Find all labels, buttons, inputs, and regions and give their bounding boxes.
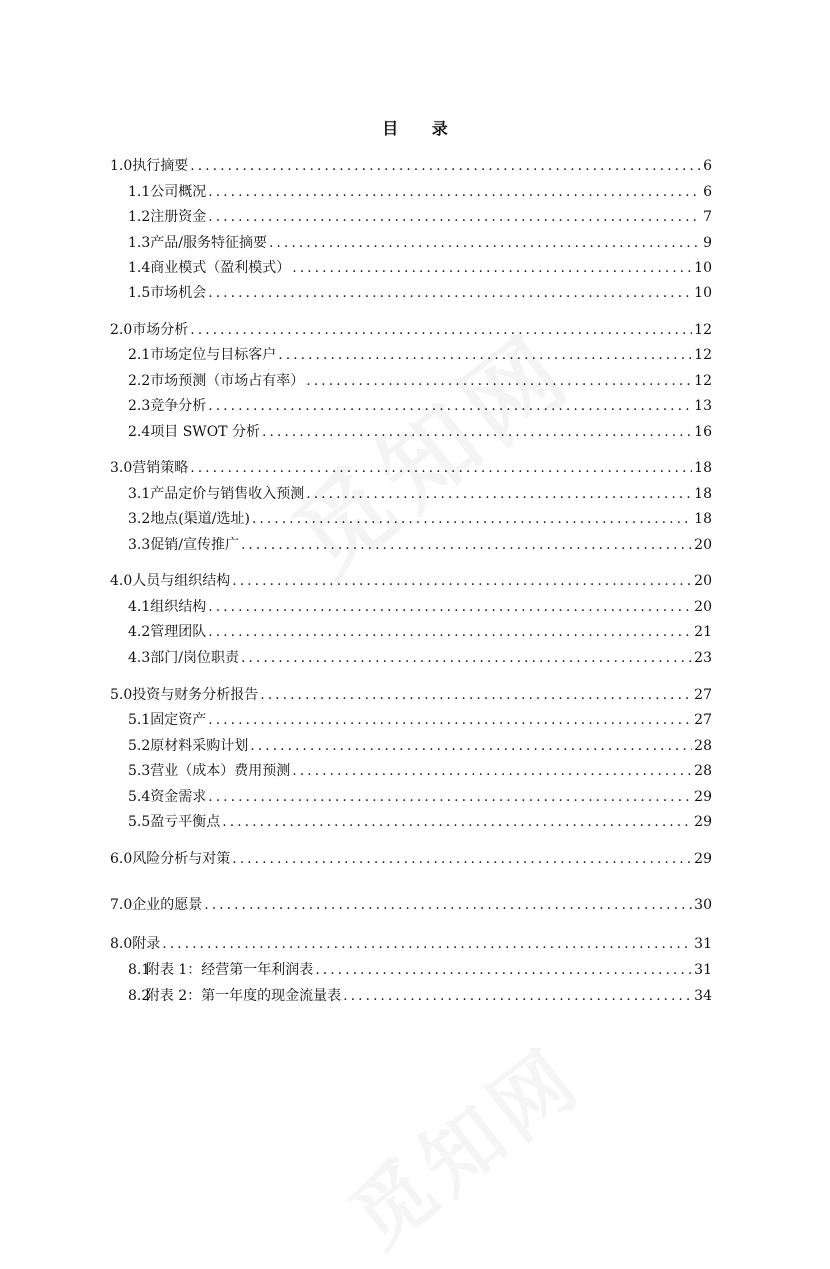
toc-entry-page: 12 [694, 347, 712, 363]
toc-entry-page: 9 [703, 235, 712, 251]
toc-entry-page: 29 [694, 851, 712, 867]
toc-entry-page: 21 [694, 624, 712, 640]
toc-entry-page: 6 [703, 184, 712, 200]
toc-entry[interactable] [110, 932, 712, 956]
toc-entry-page: 20 [694, 599, 712, 615]
toc-entry-number: 3.0 [110, 460, 133, 476]
toc-dot-leader [306, 369, 692, 393]
toc-entry-page: 31 [694, 962, 712, 978]
toc-entry-page: 27 [694, 712, 712, 728]
toc-entry-label: 产品/服务特征摘要 [150, 235, 267, 251]
toc-entry-number: 7.0 [110, 897, 133, 913]
toc-entry-number: 1.3 [128, 235, 151, 251]
toc-entry-number: 4.1 [128, 599, 151, 615]
toc-entry[interactable] [128, 984, 712, 1008]
toc-dot-leader [260, 683, 692, 707]
toc-dot-leader [241, 533, 692, 557]
toc-entry[interactable] [128, 205, 712, 229]
toc-dot-leader [190, 456, 692, 480]
toc-dot-leader [250, 734, 692, 758]
toc-entry[interactable] [128, 343, 712, 367]
toc-entry-page: 28 [694, 738, 712, 754]
toc-entry-label: 促销/宣传推广 [150, 537, 239, 553]
toc-entry-page: 7 [703, 209, 712, 225]
toc-entry-label: 注册资金 [150, 209, 207, 225]
toc-entry-page: 16 [694, 424, 712, 440]
toc-dot-leader [343, 984, 692, 1008]
watermark-bottom [323, 1016, 602, 1269]
toc-entry-label: 营业（成本）费用预测 [150, 763, 291, 779]
toc-entry[interactable] [128, 620, 712, 644]
toc-entry[interactable] [128, 785, 712, 809]
toc-entry[interactable] [110, 893, 712, 917]
toc-entry[interactable] [110, 569, 712, 593]
toc-entry[interactable] [128, 256, 712, 280]
toc-entry-number: 5.4 [128, 789, 151, 805]
toc-entry-number: 4.2 [128, 624, 151, 640]
toc-entry-label: 商业模式（盈利模式） [150, 260, 291, 276]
toc-entry-number: 5.5 [128, 814, 151, 830]
toc-entry-label: 资金需求 [150, 789, 207, 805]
toc-entry-number: 4.3 [128, 650, 151, 666]
toc-entry[interactable] [128, 281, 712, 305]
toc-entry[interactable] [128, 394, 712, 418]
toc-entry-number: 2.0 [110, 322, 133, 338]
toc-entry[interactable] [128, 482, 712, 506]
toc-entry-page: 27 [694, 687, 712, 703]
toc-entry-number: 1.2 [128, 209, 151, 225]
toc-entry-label: 市场机会 [150, 285, 207, 301]
toc-entry-number: 5.3 [128, 763, 151, 779]
toc-entry-number: 8.1 [128, 962, 151, 978]
toc-entry-number: 3.3 [128, 537, 151, 553]
toc-entry-number: 5.2 [128, 738, 151, 754]
toc-entry-label: 公司概况 [150, 184, 207, 200]
toc-dot-leader [190, 318, 692, 342]
toc-dot-leader [241, 646, 692, 670]
toc-entry-label: 营销策略 [132, 460, 189, 476]
toc-entry-label: 盈亏平衡点 [150, 814, 221, 830]
toc-entry-label: 市场定位与目标客户 [150, 347, 277, 363]
toc-entry-number: 3.1 [128, 486, 151, 502]
toc-entry[interactable] [110, 683, 712, 707]
toc-dot-leader [269, 231, 701, 255]
toc-dot-leader [208, 708, 692, 732]
toc-entry-page: 13 [694, 398, 712, 414]
toc-entry[interactable] [110, 456, 712, 480]
toc-entry-label: 附表 1：经营第一年利润表 [145, 962, 314, 978]
toc-title: 目 录 [382, 119, 462, 138]
toc-entry-label: 附录 [132, 936, 161, 952]
toc-dot-leader [208, 205, 701, 229]
toc-entry[interactable] [128, 708, 712, 732]
toc-entry-label: 管理团队 [150, 624, 207, 640]
toc-entry-label: 部门/岗位职责 [150, 650, 239, 666]
toc-entry[interactable] [128, 231, 712, 255]
toc-entry-page: 18 [694, 486, 712, 502]
toc-entry-label: 市场预测（市场占有率） [150, 373, 305, 389]
toc-entry-number: 8.0 [110, 936, 133, 952]
toc-entry-number: 3.2 [128, 511, 151, 527]
toc-dot-leader [292, 759, 692, 783]
toc-entry-page: 23 [694, 650, 712, 666]
toc-entry[interactable] [110, 847, 712, 871]
toc-dot-leader [222, 810, 692, 834]
toc-entry-number: 5.1 [128, 712, 151, 728]
toc-entry-page: 12 [694, 373, 712, 389]
toc-dot-leader [162, 932, 692, 956]
toc-dot-leader [232, 569, 692, 593]
toc-entry-page: 10 [694, 285, 712, 301]
toc-entry-page: 30 [694, 897, 712, 913]
toc-entry-page: 31 [694, 936, 712, 952]
toc-entry-label: 附表 2：第一年度的现金流量表 [145, 988, 342, 1004]
toc-entry-label: 固定资产 [150, 712, 207, 728]
toc-entry[interactable] [128, 420, 712, 444]
toc-entry[interactable] [128, 810, 712, 834]
toc-entry-number: 8.2 [128, 988, 151, 1004]
toc-entry-label: 投资与财务分析报告 [132, 687, 259, 703]
toc-entry-number: 2.1 [128, 347, 151, 363]
toc-entry-page: 29 [694, 814, 712, 830]
toc-entry[interactable] [110, 318, 712, 342]
toc-entry-page: 29 [694, 789, 712, 805]
toc-dot-leader [208, 394, 692, 418]
toc-entry-page: 20 [694, 537, 712, 553]
toc-entry-page: 18 [694, 460, 712, 476]
toc-entry[interactable] [128, 533, 712, 557]
toc-entry-label: 人员与组织结构 [132, 573, 231, 589]
toc-dot-leader [208, 281, 692, 305]
toc-entry-number: 6.0 [110, 851, 133, 867]
toc-dot-leader [292, 256, 692, 280]
toc-entry-label: 组织结构 [150, 599, 207, 615]
toc-dot-leader [208, 180, 701, 204]
toc-entry-number: 2.4 [128, 424, 151, 440]
toc-entry-number: 1.4 [128, 260, 151, 276]
toc-dot-leader [306, 482, 692, 506]
toc-dot-leader [315, 958, 692, 982]
toc-entry-number: 1.0 [110, 158, 133, 174]
toc-entry-page: 6 [703, 158, 712, 174]
toc-entry[interactable] [128, 595, 712, 619]
toc-dot-leader [208, 620, 692, 644]
toc-entry[interactable] [110, 154, 712, 178]
toc-dot-leader [208, 785, 692, 809]
toc-entry-label: 市场分析 [132, 322, 189, 338]
toc-dot-leader [204, 893, 692, 917]
toc-entry-label: 执行摘要 [132, 158, 189, 174]
toc-entry-number: 1.5 [128, 285, 151, 301]
toc-entry-label: 原材料采购计划 [150, 738, 249, 754]
toc-dot-leader [262, 420, 692, 444]
toc-entry-number: 1.1 [128, 184, 151, 200]
toc-entry-page: 12 [694, 322, 712, 338]
toc-entry[interactable] [128, 759, 712, 783]
toc-entry-label: 风险分析与对策 [132, 851, 231, 867]
toc-entry-label: 项目 SWOT 分析 [150, 424, 260, 440]
toc-entry-page: 10 [694, 260, 712, 276]
toc-dot-leader [232, 847, 692, 871]
toc-dot-leader [252, 507, 692, 531]
toc-entry[interactable] [128, 507, 712, 531]
toc-entry-label: 竞争分析 [150, 398, 207, 414]
toc-entry-page: 18 [694, 511, 712, 527]
toc-entry-number: 2.2 [128, 373, 151, 389]
toc-dot-leader [208, 595, 692, 619]
toc-entry-number: 2.3 [128, 398, 151, 414]
toc-entry-label: 企业的愿景 [132, 897, 203, 913]
toc-entry[interactable] [128, 180, 712, 204]
toc-entry[interactable] [128, 734, 712, 758]
toc-dot-leader [190, 154, 701, 178]
toc-entry[interactable] [128, 646, 712, 670]
toc-dot-leader [278, 343, 692, 367]
toc-entry[interactable] [128, 958, 712, 982]
toc-entry-label: 产品定价与销售收入预测 [150, 486, 305, 502]
toc-entry-number: 4.0 [110, 573, 133, 589]
toc-entry[interactable] [128, 369, 712, 393]
toc-entry-page: 28 [694, 763, 712, 779]
toc-entry-label: 地点(渠道/选址) [150, 511, 250, 527]
toc-entry-number: 5.0 [110, 687, 133, 703]
toc-entry-page: 20 [694, 573, 712, 589]
toc-entry-page: 34 [694, 988, 712, 1004]
